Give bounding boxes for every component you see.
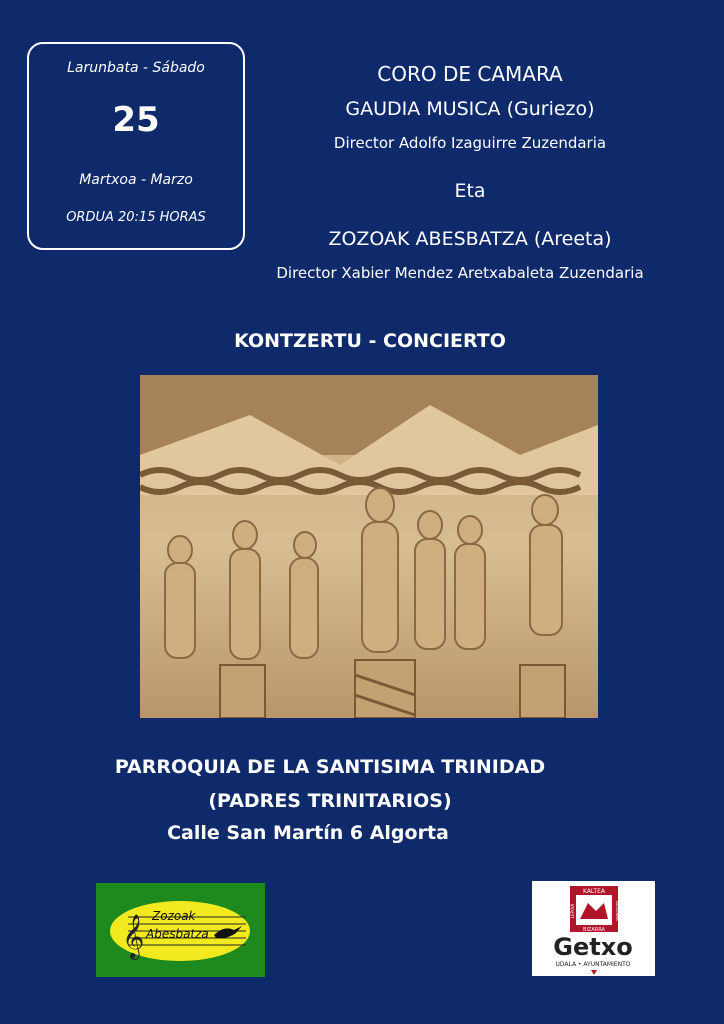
zozoak-logo (96, 883, 265, 977)
svg-text:BIZARRA: BIZARRA (583, 927, 605, 933)
day-number: 25 (112, 100, 160, 140)
treble-clef-icon: 𝄞 (122, 914, 145, 958)
event-title: KONTZERTU - CONCIERTO (234, 330, 506, 352)
svg-text:LEPOIA: LEPOIA (570, 903, 575, 919)
date-box (27, 42, 245, 250)
triangle-icon (591, 970, 597, 975)
getxo-title: Getxo (553, 933, 633, 961)
choir2-name: ZOZOAK ABESBATZA (Areeta) (328, 228, 612, 250)
choir2-director: Director Xabier Mendez Aretxabaleta Zuzendaria (276, 264, 644, 282)
days-label: Larunbata - Sábado (67, 60, 205, 76)
choir1-title: CORO DE CAMARA (377, 62, 563, 86)
conjunction: Eta (454, 180, 486, 202)
venue-name: PARROQUIA DE LA SANTISIMA TRINIDAD (114, 756, 546, 778)
getxo-subtitle: UDALA • AYUNTAMIENTO (555, 961, 631, 968)
getxo-logo-graphic (532, 881, 655, 976)
months-label: Martxoa - Marzo (79, 172, 193, 188)
venue-address: Calle San Martín 6 Algorta (167, 822, 449, 844)
choir1-name: GAUDIA MUSICA (Guriezo) (345, 98, 595, 120)
svg-text:KALTEA: KALTEA (582, 888, 606, 895)
svg-text:DEGUNAK: DEGUNAK (615, 901, 620, 921)
zozoak-text-1: Zozoak (152, 909, 196, 923)
zozoak-text-2: Abesbatza (146, 927, 209, 941)
venue-subtitle: (PADRES TRINITARIOS) (208, 790, 452, 812)
choir1-director: Director Adolfo Izaguirre Zuzendaria (333, 134, 607, 152)
time-label: ORDUA 20:15 HORAS (66, 210, 206, 225)
zozoak-logo-graphic (96, 883, 265, 977)
church-capital-photo (140, 375, 598, 718)
getxo-logo (532, 881, 655, 976)
